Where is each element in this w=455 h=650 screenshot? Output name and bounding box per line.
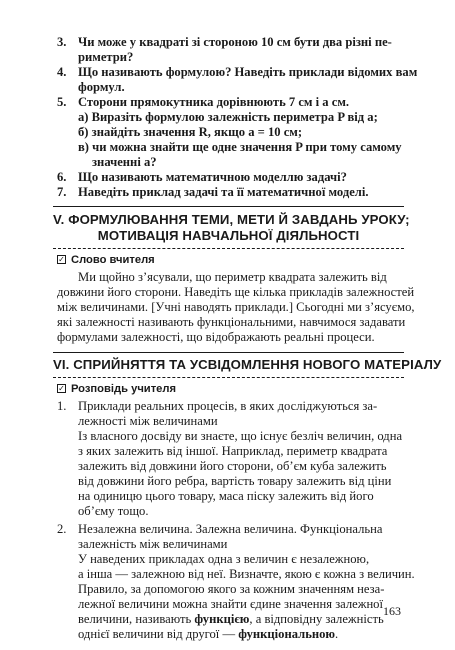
item-2-body-line2: а інша — залежною від неї. Визначте, якою є кожна з величин. [78,567,415,581]
item-2-body-line1: У наведених прикладах одна з величин є незалежною, [78,552,370,566]
section-5-para-line4: які залежності називають функціональними, навчимося задавати [57,315,406,329]
question-6-number: 6. [57,170,67,184]
item-1-number: 1. [57,399,67,413]
item-1-body-line5: на одиницю цього товару, маса піску залежить від його [78,489,374,503]
checkbox-icon: ✓ [58,255,65,264]
item-2-line6-pre: однієї величини від другої — [78,627,239,641]
question-5a: а) Виразіть формулою залежність периметра P від a; [78,110,378,124]
question-5c-line1: в) чи можна знайти ще одне значення P при тому самому [78,140,402,154]
question-3-line1: Чи може у квадраті зі стороною 10 см бути два різні пе- [78,35,392,49]
section-6-bottom-rule [53,377,404,378]
section-5-para-line1: Ми щойно з’ясували, що периметр квадрата залежить від [78,270,387,284]
item-2-line5-pre: величини, називають [78,612,195,626]
question-4-line2: формул. [78,80,125,94]
section-5-subhead: Слово вчителя [71,254,155,266]
section-6-subhead: Розповідь учителя [71,383,177,395]
section-5-para-line2: довжини його сторони. Наведіть ще кілька прикладів залежностей [57,285,415,299]
item-2-body-line3: Правило, за допомогою якого за кожним значенням неза- [78,582,385,596]
question-6-line1: Що називають математичною моделлю задачі? [78,170,347,184]
page-number: 163 [383,604,401,618]
question-5c-line2: значенні a? [92,155,157,169]
question-7-line1: Наведіть приклад задачі та її математичної моделі. [78,185,369,199]
section-6-title: VI. СПРИЙНЯТТЯ ТА УСВІДОМЛЕННЯ НОВОГО МАТЕРІАЛУ [53,357,442,372]
question-3-number: 3. [57,35,67,49]
item-1-body-line3: залежить від довжини його сторони, об’єм куба залежить [78,459,387,473]
term-functional: функціональною [238,627,336,641]
question-4-line1: Що називають формулою? Наведіть приклади відомих вам [78,65,418,79]
section-5-top-rule [53,206,404,207]
section-5-title-line1: V. ФОРМУЛЮВАННЯ ТЕМИ, МЕТИ Й ЗАВДАНЬ УРОКУ; [53,212,410,227]
item-2-title-line1: Незалежна величина. Залежна величина. Функціональна [78,522,383,536]
item-1-body-line1: Із власного досвіду ви знаєте, що існує безліч величин, одна [78,429,403,443]
item-2-title-line2: залежність між величинами [78,537,228,551]
question-5-line1: Сторони прямокутника дорівнюють 7 см і a см. [78,95,350,109]
item-1-body-line6: об’єму тощо. [78,504,149,518]
question-5b: б) знайдіть значення R, якщо a = 10 см; [78,125,303,139]
item-2-line5-post: , а відповідну залежність [249,612,384,626]
question-7-number: 7. [57,185,67,199]
item-2-body-line4: лежної величини можна знайти єдине значення залежної [78,597,383,611]
section-6-top-rule [53,352,404,353]
question-5-number: 5. [57,95,67,109]
section-5-para-line5: формулами залежності, що відображають реальні процеси. [57,330,375,344]
term-function: функцією [194,612,250,626]
item-2-body-line6 [78,627,338,642]
section-5-para-line3: між величинами. [Учні наводять приклади.] Сьогодні ми з’ясуємо, [57,300,415,314]
item-1-body-line4: від довжини його ребра, вартість товару залежить від ціни [78,474,392,488]
question-3-line2: риметри? [78,50,134,64]
item-1-body-line2: з яких залежить від іншої. Наприклад, периметр квадрата [78,444,388,458]
section-5-title-line2: МОТИВАЦІЯ НАВЧАЛЬНОЇ ДІЯЛЬНОСТІ [97,228,360,243]
item-2-line6-post: . [335,627,339,641]
item-2-body-line5 [78,612,384,627]
checkbox-icon: ✓ [58,384,65,393]
section-5-bottom-rule [53,248,404,249]
item-2-number: 2. [57,522,67,536]
question-4-number: 4. [57,65,67,79]
item-1-title-line1: Приклади реальних процесів, в яких досліджуються за- [78,399,378,413]
item-1-title-line2: лежності між величинами [78,414,218,428]
